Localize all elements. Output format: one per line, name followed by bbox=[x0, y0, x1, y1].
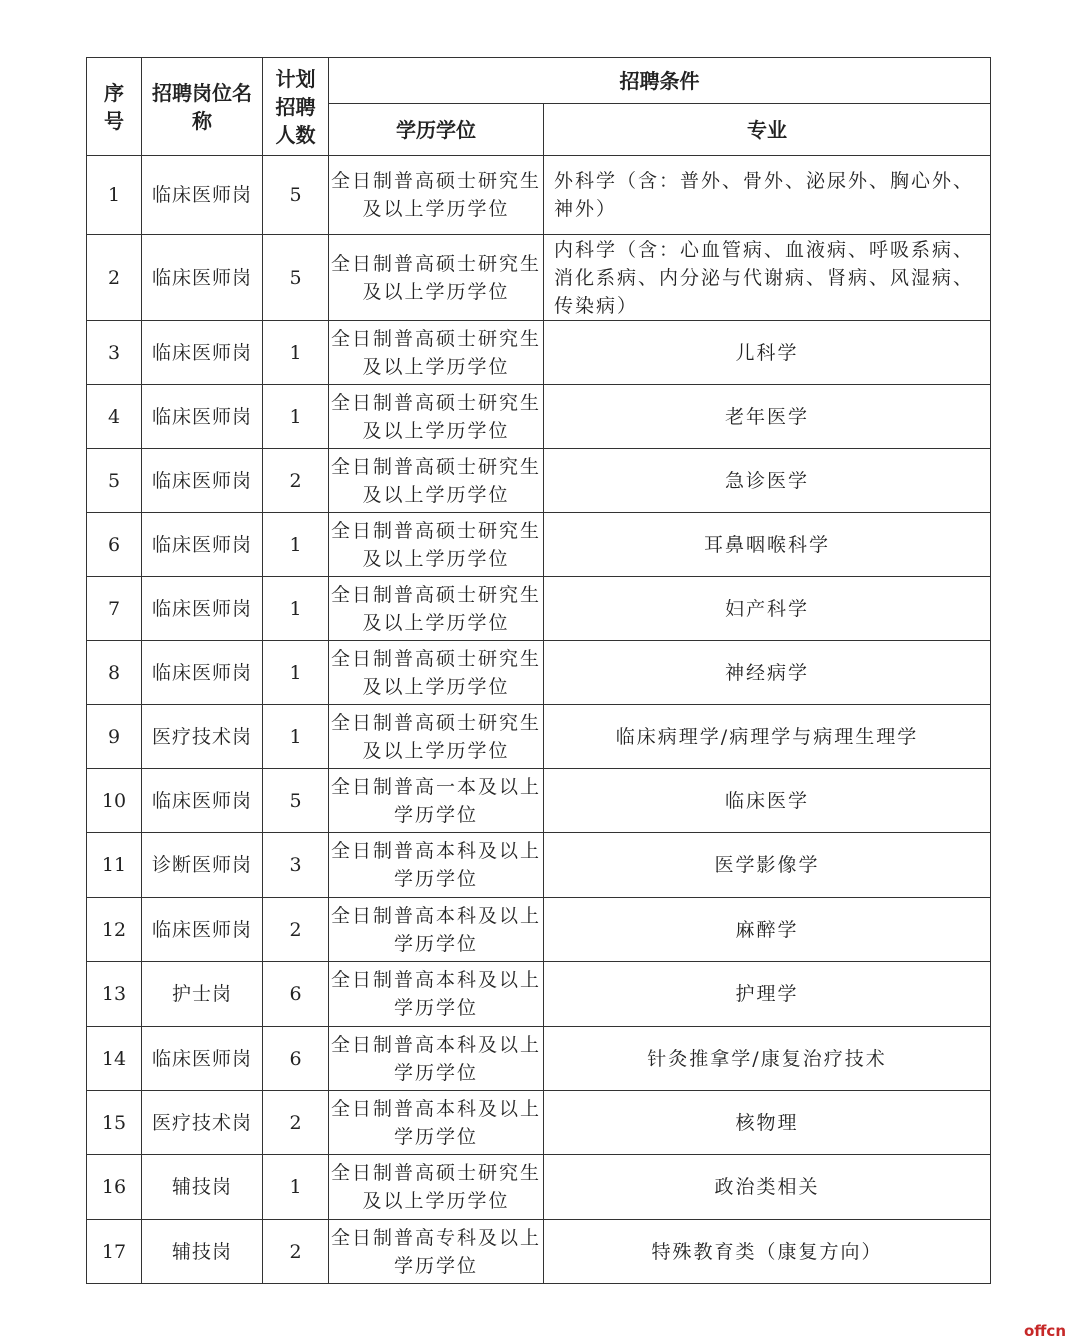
cell-seq: 14 bbox=[87, 1027, 142, 1091]
cell-major: 急诊医学 bbox=[544, 449, 991, 513]
cell-seq: 9 bbox=[87, 705, 142, 769]
cell-count: 6 bbox=[263, 1027, 329, 1091]
cell-post: 临床医师岗 bbox=[142, 156, 263, 235]
cell-major: 临床医学 bbox=[544, 769, 991, 833]
table-row bbox=[87, 962, 991, 1027]
cell-count: 2 bbox=[263, 1091, 329, 1155]
cell-post: 医疗技术岗 bbox=[142, 705, 263, 769]
table-row bbox=[87, 641, 991, 705]
cell-education: 全日制普高硕士研究生及以上学历学位 bbox=[329, 321, 544, 385]
table-row bbox=[87, 577, 991, 641]
cell-seq: 1 bbox=[87, 156, 142, 235]
cell-education: 全日制普高硕士研究生及以上学历学位 bbox=[329, 705, 544, 769]
cell-major: 外科学（含：普外、骨外、泌尿外、胸心外、神外） bbox=[544, 156, 991, 235]
cell-post: 临床医师岗 bbox=[142, 1027, 263, 1091]
cell-seq: 4 bbox=[87, 385, 142, 449]
cell-major: 妇产科学 bbox=[544, 577, 991, 641]
header-post-name: 招聘岗位名称 bbox=[142, 58, 263, 156]
cell-education: 全日制普高硕士研究生及以上学历学位 bbox=[329, 235, 544, 321]
cell-education: 全日制普高硕士研究生及以上学历学位 bbox=[329, 641, 544, 705]
cell-count: 5 bbox=[263, 769, 329, 833]
table-row bbox=[87, 385, 991, 449]
cell-count: 6 bbox=[263, 962, 329, 1027]
cell-education: 全日制普高硕士研究生及以上学历学位 bbox=[329, 513, 544, 577]
cell-count: 2 bbox=[263, 1220, 329, 1284]
cell-education: 全日制普高硕士研究生及以上学历学位 bbox=[329, 156, 544, 235]
cell-education: 全日制普高本科及以上学历学位 bbox=[329, 898, 544, 962]
cell-post: 临床医师岗 bbox=[142, 641, 263, 705]
cell-seq: 8 bbox=[87, 641, 142, 705]
cell-count: 1 bbox=[263, 1155, 329, 1220]
header-major: 专业 bbox=[544, 104, 991, 156]
table-row bbox=[87, 156, 991, 235]
cell-count: 1 bbox=[263, 321, 329, 385]
table-row bbox=[87, 898, 991, 962]
cell-post: 医疗技术岗 bbox=[142, 1091, 263, 1155]
cell-education: 全日制普高本科及以上学历学位 bbox=[329, 1091, 544, 1155]
cell-seq: 16 bbox=[87, 1155, 142, 1220]
cell-count: 2 bbox=[263, 898, 329, 962]
cell-count: 1 bbox=[263, 705, 329, 769]
cell-count: 2 bbox=[263, 449, 329, 513]
cell-education: 全日制普高本科及以上学历学位 bbox=[329, 833, 544, 898]
header-seq: 序号 bbox=[87, 58, 142, 156]
cell-post: 临床医师岗 bbox=[142, 577, 263, 641]
table-row bbox=[87, 321, 991, 385]
cell-post: 临床医师岗 bbox=[142, 235, 263, 321]
cell-seq: 15 bbox=[87, 1091, 142, 1155]
cell-seq: 6 bbox=[87, 513, 142, 577]
cell-post: 辅技岗 bbox=[142, 1155, 263, 1220]
cell-post: 辅技岗 bbox=[142, 1220, 263, 1284]
cell-major: 儿科学 bbox=[544, 321, 991, 385]
cell-major: 老年医学 bbox=[544, 385, 991, 449]
table-row bbox=[87, 833, 991, 898]
cell-major: 神经病学 bbox=[544, 641, 991, 705]
cell-post: 临床医师岗 bbox=[142, 449, 263, 513]
table-row bbox=[87, 449, 991, 513]
cell-count: 1 bbox=[263, 577, 329, 641]
table-row bbox=[87, 1155, 991, 1220]
cell-major: 政治类相关 bbox=[544, 1155, 991, 1220]
cell-education: 全日制普高硕士研究生及以上学历学位 bbox=[329, 577, 544, 641]
cell-seq: 10 bbox=[87, 769, 142, 833]
cell-post: 诊断医师岗 bbox=[142, 833, 263, 898]
cell-education: 全日制普高硕士研究生及以上学历学位 bbox=[329, 385, 544, 449]
cell-post: 临床医师岗 bbox=[142, 321, 263, 385]
cell-major: 临床病理学/病理学与病理生理学 bbox=[544, 705, 991, 769]
cell-education: 全日制普高本科及以上学历学位 bbox=[329, 1027, 544, 1091]
table-row bbox=[87, 513, 991, 577]
table-row bbox=[87, 235, 991, 321]
table-row bbox=[87, 1027, 991, 1091]
cell-education: 全日制普高硕士研究生及以上学历学位 bbox=[329, 449, 544, 513]
table-row bbox=[87, 705, 991, 769]
cell-count: 1 bbox=[263, 385, 329, 449]
header-education: 学历学位 bbox=[329, 104, 544, 156]
table-row bbox=[87, 769, 991, 833]
header-plan-count: 计划招聘人数 bbox=[263, 58, 329, 156]
cell-major: 核物理 bbox=[544, 1091, 991, 1155]
cell-post: 临床医师岗 bbox=[142, 513, 263, 577]
cell-major: 护理学 bbox=[544, 962, 991, 1027]
cell-seq: 5 bbox=[87, 449, 142, 513]
header-conditions: 招聘条件 bbox=[329, 58, 991, 104]
cell-post: 临床医师岗 bbox=[142, 769, 263, 833]
cell-count: 5 bbox=[263, 156, 329, 235]
cell-seq: 17 bbox=[87, 1220, 142, 1284]
cell-major: 医学影像学 bbox=[544, 833, 991, 898]
cell-education: 全日制普高一本及以上学历学位 bbox=[329, 769, 544, 833]
cell-major: 内科学（含：心血管病、血液病、呼吸系病、消化系病、内分泌与代谢病、肾病、风湿病、传染病） bbox=[544, 235, 991, 321]
cell-seq: 11 bbox=[87, 833, 142, 898]
cell-post: 临床医师岗 bbox=[142, 898, 263, 962]
cell-post: 护士岗 bbox=[142, 962, 263, 1027]
cell-count: 5 bbox=[263, 235, 329, 321]
cell-major: 针灸推拿学/康复治疗技术 bbox=[544, 1027, 991, 1091]
cell-major: 特殊教育类（康复方向） bbox=[544, 1220, 991, 1284]
table-row bbox=[87, 1091, 991, 1155]
cell-post: 临床医师岗 bbox=[142, 385, 263, 449]
cell-education: 全日制普高硕士研究生及以上学历学位 bbox=[329, 1155, 544, 1220]
cell-seq: 2 bbox=[87, 235, 142, 321]
cell-seq: 12 bbox=[87, 898, 142, 962]
cell-seq: 7 bbox=[87, 577, 142, 641]
table-row bbox=[87, 1220, 991, 1284]
cell-seq: 3 bbox=[87, 321, 142, 385]
cell-seq: 13 bbox=[87, 962, 142, 1027]
cell-count: 3 bbox=[263, 833, 329, 898]
recruitment-table bbox=[86, 57, 991, 1284]
cell-education: 全日制普高专科及以上学历学位 bbox=[329, 1220, 544, 1284]
cell-major: 耳鼻咽喉科学 bbox=[544, 513, 991, 577]
cell-count: 1 bbox=[263, 513, 329, 577]
cell-education: 全日制普高本科及以上学历学位 bbox=[329, 962, 544, 1027]
cell-major: 麻醉学 bbox=[544, 898, 991, 962]
cell-count: 1 bbox=[263, 641, 329, 705]
offcn-watermark: offcn bbox=[1023, 1322, 1066, 1340]
